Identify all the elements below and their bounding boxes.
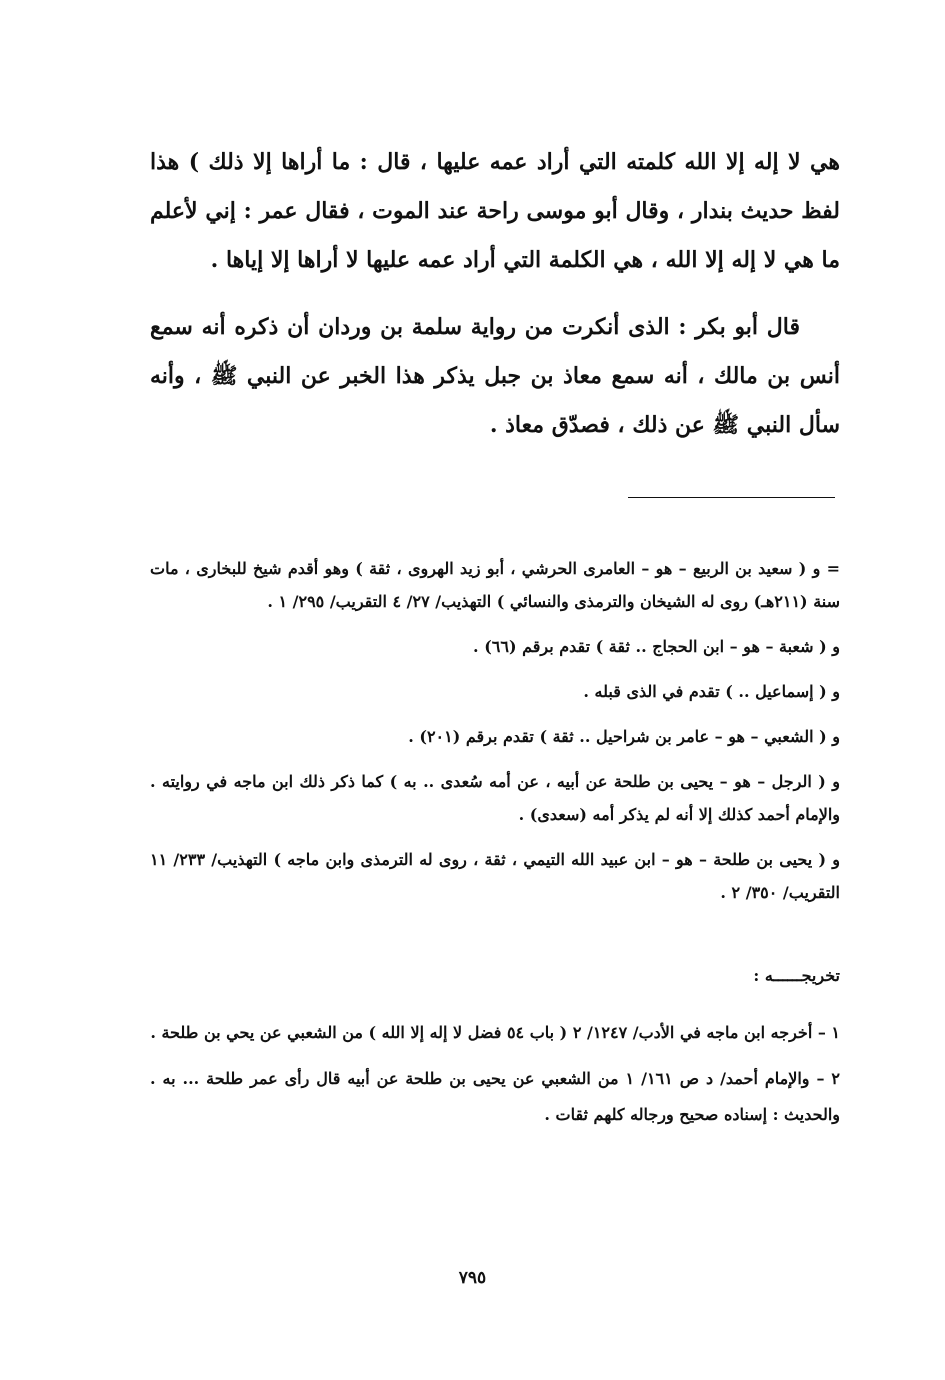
- footnote-item: و ( يحيى بن طلحة – هو – ابن عبيد الله التيمي ، ثقة ، روى له الترمذى وابن ماجه ) التهذيب/ ٢٣٣/ ١١ التقريب/ ٣٥٠/ ٢ .: [150, 850, 840, 902]
- footnote-item: و ( إسماعيل .. ) تقدم في الذى قبله .: [583, 682, 840, 701]
- footnote-divider: [628, 497, 835, 498]
- takhrij-item: ٢ – والإمام أحمد/ د ص ١٦١/ ١ من الشعبي عن يحيى بن طلحة عن أبيه قال رأى عمر طلحة ... به . والحديث : إسناده صحيح ورجاله كلهم ثقات .: [150, 1069, 841, 1124]
- footnote-item: و ( الرجل – هو – يحيى بن طلحة عن أبيه ، عن أمه سُعدى .. به ) كما ذكر ذلك ابن ماجه في روايته . والإمام أحمد كذلك إلا أنه لم يذكر أمه (سعدى) .: [150, 772, 840, 824]
- footnotes: [150, 552, 840, 921]
- takhrij-item: ١ – أخرجه ابن ماجه في الأدب/ ١٢٤٧/ ٢ ( باب ٥٤ فضل لا إله إلا الله ) من الشعبي عن يحي بن طلحة .: [150, 1023, 840, 1042]
- footnote-item: و ( شعبة – هو – ابن الحجاج .. ثقة ) تقدم برقم (٦٦) .: [473, 637, 840, 656]
- footnote-item: و ( الشعبي – هو – عامر بن شراحيل .. ثقة ) تقدم برقم (٢٠١) .: [408, 727, 840, 746]
- main-paragraph: قال أبو بكر : الذى أنكرت من رواية سلمة بن وردان أن ذكره أنه سمع أنس بن مالك ، أنه سمع معاذ بن جبل يذكر هذا الخبر عن النبي ﷺ ، وأنه سأل النبي ﷺ عن ذلك ، فصدّق معاذ .: [150, 314, 840, 438]
- takhrij-heading: تخريجــــــه :: [753, 966, 840, 985]
- main-paragraph: هي لا إله إلا الله كلمته التي أراد عمه عليها ، قال : ما أراها إلا ذلك ) هذا لفظ حديث بندار ، وقال أبو موسى راحة عند الموت ، فقال عمر : إني لأعلم ما هي لا إله إلا الله ، هي الكلمة التي أراد عمه عليها لا أراها إلا إياها .: [150, 149, 840, 273]
- page-number: ٧٩٥: [458, 1268, 487, 1288]
- footnote-item: = و ( سعيد بن الربيع – هو – العامرى الحرشي ، أبو زيد الهروى ، ثقة ) وهو أقدم شيخ للبخارى ، مات سنة (٢١١هـ) روى له الشيخان والترمذى والنسائي ) التهذيب/ ٢٧/ ٤ التقريب/ ٢٩٥/ ١ .: [150, 559, 840, 611]
- main-text: [150, 138, 840, 468]
- takhrij-list: [150, 1015, 840, 1143]
